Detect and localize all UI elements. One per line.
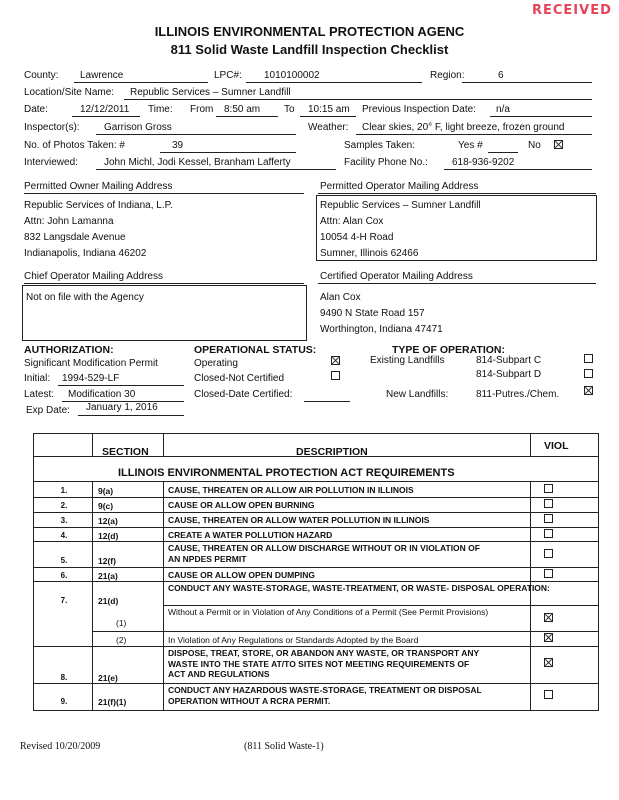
operator-line: Sumner, Illinois 62466 xyxy=(320,248,419,259)
viol-checkbox[interactable] xyxy=(544,569,553,578)
viol-checkbox[interactable] xyxy=(544,499,553,508)
row-section: (1) xyxy=(116,618,127,628)
row-description: CAUSE, THREATEN OR ALLOW WATER POLLUTION IN ILLINOIS xyxy=(168,515,430,525)
row-number: 6. xyxy=(60,571,68,580)
row-section: 21(a) xyxy=(98,571,118,581)
row-section: 9(a) xyxy=(98,486,114,496)
status-closed-not-certified-checkbox[interactable] xyxy=(331,371,340,380)
col-viol-header: VIOL xyxy=(544,440,569,452)
row-section: 21(f)(1) xyxy=(98,697,127,707)
viol-checkbox[interactable] xyxy=(544,529,553,538)
photos-value[interactable]: 39 xyxy=(172,140,184,151)
form-number: (811 Solid Waste-1) xyxy=(244,741,324,752)
initial-value[interactable]: 1994-529-LF xyxy=(62,373,120,384)
county-label: County: xyxy=(24,70,59,81)
initial-label: Initial: xyxy=(24,373,51,384)
operational-status-label: OPERATIONAL STATUS: xyxy=(194,344,317,356)
latest-value[interactable]: Modification 30 xyxy=(68,389,136,400)
status-operating-checkbox[interactable] xyxy=(331,356,340,365)
inspector-value[interactable]: Garrison Gross xyxy=(104,122,172,133)
latest-label: Latest: xyxy=(24,389,55,400)
samples-no-checkbox[interactable] xyxy=(554,140,563,149)
operator-address-label: Permitted Operator Mailing Address xyxy=(320,181,479,192)
row-description: CAUSE, THREATEN OR ALLOW AIR POLLUTION IN ILLINOIS xyxy=(168,485,414,495)
certified-line: Worthington, Indiana 47471 xyxy=(320,324,443,335)
viol-checkbox[interactable] xyxy=(544,549,553,558)
col-description-header: DESCRIPTION xyxy=(296,446,368,458)
form-subtitle: 811 Solid Waste Landfill Inspection Checklist xyxy=(170,42,449,57)
act-requirements-title: ILLINOIS ENVIRONMENTAL PROTECTION ACT REQUIREMENTS xyxy=(118,467,455,479)
row-description: CAUSE OR ALLOW OPEN BURNING xyxy=(168,500,315,510)
row-description: Without a Permit or in Violation of Any Conditions of a Permit (See Permit Provisions) xyxy=(168,607,489,617)
form-title: ILLINOIS ENVIRONMENTAL PROTECTION AGENC xyxy=(154,24,465,39)
viol-checkbox[interactable] xyxy=(544,633,553,642)
operator-line: Republic Services – Sumner Landfill xyxy=(320,200,481,211)
authorization-label: AUTHORIZATION: xyxy=(24,344,114,356)
status-closed-not-certified-label: Closed-Not Certified xyxy=(194,373,285,384)
row-section: 12(d) xyxy=(98,531,119,541)
interviewed-label: Interviewed: xyxy=(24,157,78,168)
phone-label: Facility Phone No.: xyxy=(344,157,428,168)
samples-yes-label: Yes # xyxy=(458,140,483,151)
new-landfills-label: New Landfills: xyxy=(386,389,449,400)
viol-checkbox[interactable] xyxy=(544,613,553,622)
row-number: 9. xyxy=(60,697,68,706)
exp-label: Exp Date: xyxy=(26,405,70,416)
to-value[interactable]: 10:15 am xyxy=(308,104,350,115)
site-label: Location/Site Name: xyxy=(24,87,115,98)
to-label: To xyxy=(284,104,295,115)
row-section: 21(d) xyxy=(98,596,119,606)
row-description: CONDUCT ANY HAZARDOUS WASTE-STORAGE, TREATMENT OR DISPOSAL OPERATION WITHOUT A RCRA PERMIT. xyxy=(168,685,482,706)
optype-putres-checkbox[interactable] xyxy=(584,386,593,395)
region-label: Region: xyxy=(430,70,465,81)
certified-line: Alan Cox xyxy=(320,292,361,303)
operator-line: Attn: Alan Cox xyxy=(320,216,384,227)
weather-label: Weather: xyxy=(308,122,349,133)
certified-operator-label: Certified Operator Mailing Address xyxy=(320,271,473,282)
phone-value[interactable]: 618-936-9202 xyxy=(452,157,515,168)
viol-checkbox[interactable] xyxy=(544,658,553,667)
viol-checkbox[interactable] xyxy=(544,514,553,523)
row-number: 3. xyxy=(60,516,68,525)
optype-putres-label: 811-Putres./Chem. xyxy=(476,389,560,400)
row-description: CONDUCT ANY WASTE-STORAGE, WASTE-TREATMENT, OR WASTE- DISPOSAL OPERATION: xyxy=(168,583,550,593)
prev-inspection-value[interactable]: n/a xyxy=(496,104,510,115)
region-value[interactable]: 6 xyxy=(498,70,504,81)
lpc-value[interactable]: 1010100002 xyxy=(264,70,320,81)
interviewed-value[interactable]: John Michl, Jodi Kessel, Branham Lafferty xyxy=(104,157,291,168)
county-value[interactable]: Lawrence xyxy=(80,70,124,81)
date-label: Date: xyxy=(24,104,48,115)
from-value[interactable]: 8:50 am xyxy=(224,104,261,115)
existing-landfills-label: Existing Landfills xyxy=(370,355,445,366)
revised-date: Revised 10/20/2009 xyxy=(20,741,101,752)
smp-label: Significant Modification Permit xyxy=(24,358,158,369)
date-value[interactable]: 12/12/2011 xyxy=(80,104,130,115)
row-description: DISPOSE, TREAT, STORE, OR ABANDON ANY WASTE, OR TRANSPORT ANY WASTE INTO THE STATE AT/TO SITES NOT MEETING REQUIREMENTS OF ACT AND REGULATIONS xyxy=(168,648,480,679)
optype-subpart-d-checkbox[interactable] xyxy=(584,369,593,378)
prev-inspection-label: Previous Inspection Date: xyxy=(362,104,476,115)
row-description: CAUSE OR ALLOW OPEN DUMPING xyxy=(168,570,316,580)
lpc-label: LPC#: xyxy=(214,70,242,81)
owner-address-label: Permitted Owner Mailing Address xyxy=(24,181,173,192)
site-value[interactable]: Republic Services – Sumner Landfill xyxy=(130,87,291,98)
owner-line: 832 Langsdale Avenue xyxy=(24,232,126,243)
optype-subpart-c-label: 814-Subpart C xyxy=(476,355,542,366)
certified-line: 9490 N State Road 157 xyxy=(320,308,425,319)
optype-subpart-c-checkbox[interactable] xyxy=(584,354,593,363)
type-of-operation-label: TYPE OF OPERATION: xyxy=(392,344,505,356)
row-section: 9(c) xyxy=(98,501,114,511)
owner-line: Attn: John Lamanna xyxy=(24,216,114,227)
row-number: 8. xyxy=(60,673,68,682)
viol-checkbox[interactable] xyxy=(544,484,553,493)
samples-label: Samples Taken: xyxy=(344,140,415,151)
chief-line: Not on file with the Agency xyxy=(26,292,144,303)
owner-line: Indianapolis, Indiana 46202 xyxy=(24,248,147,259)
row-section: 12(f) xyxy=(98,556,116,566)
row-number: 4. xyxy=(60,531,68,540)
row-section: 12(a) xyxy=(98,516,118,526)
status-operating-label: Operating xyxy=(194,358,238,369)
row-description: CREATE A WATER POLLUTION HAZARD xyxy=(168,530,333,540)
samples-no-label: No xyxy=(528,140,541,151)
inspector-label: Inspector(s): xyxy=(24,122,80,133)
owner-line: Republic Services of Indiana, L.P. xyxy=(24,200,173,211)
row-number: 5. xyxy=(60,556,68,565)
row-description: In Violation of Any Regulations or Standards Adopted by the Board xyxy=(168,635,419,645)
row-description: CAUSE, THREATEN OR ALLOW DISCHARGE WITHOUT OR IN VIOLATION OF AN NPDES PERMIT xyxy=(168,543,480,564)
chief-operator-label: Chief Operator Mailing Address xyxy=(24,271,163,282)
status-closed-date-certified-label: Closed-Date Certified: xyxy=(194,389,293,400)
from-label: From xyxy=(190,104,214,115)
row-number: 2. xyxy=(60,501,68,510)
row-section: (2) xyxy=(116,635,127,645)
time-label: Time: xyxy=(148,104,173,115)
row-section: 21(e) xyxy=(98,673,118,683)
weather-value[interactable]: Clear skies, 20° F, light breeze, frozen ground xyxy=(362,122,565,133)
row-number: 7. xyxy=(60,596,68,605)
operator-line: 10054 4-H Road xyxy=(320,232,394,243)
viol-checkbox[interactable] xyxy=(544,690,553,699)
exp-value[interactable]: January 1, 2016 xyxy=(86,402,158,413)
photos-label: No. of Photos Taken: # xyxy=(24,140,125,151)
col-section-header: SECTION xyxy=(102,446,149,458)
optype-subpart-d-label: 814-Subpart D xyxy=(476,369,542,380)
row-number: 1. xyxy=(60,486,68,495)
received-stamp: RECEIVED xyxy=(532,3,612,18)
